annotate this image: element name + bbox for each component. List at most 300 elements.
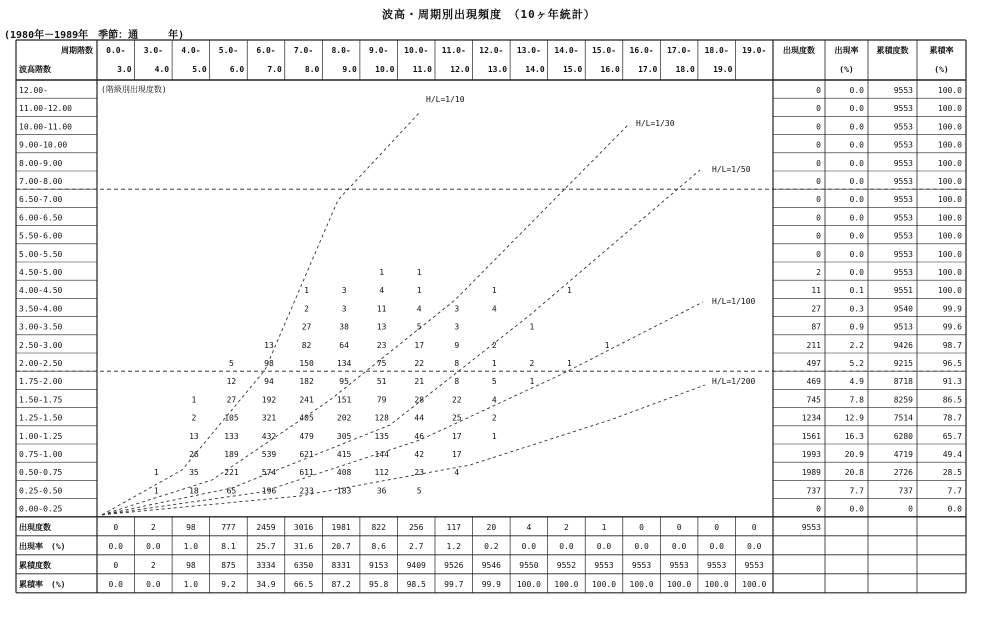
wave-height-class-label: 6.00-6.50	[19, 213, 63, 223]
footer-cell: 100.0	[667, 579, 692, 589]
steepness-label: H/L=1/30	[636, 119, 675, 128]
stat-cell: 0	[816, 122, 821, 132]
footer-cell: 875	[221, 560, 236, 570]
period-to-label: 19.0	[713, 65, 733, 74]
footer-cell: 0.0	[596, 541, 612, 551]
wave-height-class-label: 3.00-3.50	[19, 322, 63, 332]
period-to-label: 5.0	[192, 65, 207, 74]
frequency-cell: 621	[299, 450, 314, 459]
stat-cell: 0	[816, 504, 821, 514]
frequency-cell: 3	[341, 304, 347, 314]
frequency-cell: 151	[336, 395, 352, 405]
period-to-label: 9.0	[342, 65, 357, 74]
footer-cell: 0.0	[108, 541, 124, 551]
period-to-label: 10.0	[375, 65, 395, 74]
stat-cell: 9553	[893, 86, 913, 95]
frequency-cell: 22	[414, 359, 425, 368]
wave-height-class-label: 4.50-5.00	[19, 268, 63, 277]
stat-cell: 0.0	[849, 104, 864, 114]
stat-cell: 20.9	[844, 450, 864, 459]
period-season-caption: (1980年－1989年 季節：通 年)	[4, 30, 185, 41]
stat-cell: 91.3	[942, 377, 962, 387]
frequency-cell: 183	[336, 486, 352, 496]
period-from-label: 12.0-	[479, 46, 504, 55]
frequency-cell: 134	[336, 359, 352, 368]
footer-cell: 100.0	[742, 579, 767, 589]
frequency-cell: 415	[336, 450, 352, 459]
stat-cell: 100.0	[937, 122, 962, 132]
footer-cell: 9552	[556, 560, 577, 570]
stat-cell: 99.9	[942, 304, 962, 314]
wave-height-class-label: 8.00-9.00	[19, 158, 63, 168]
stat-cell: 0.0	[849, 249, 864, 259]
footer-cell: 9546	[481, 560, 501, 570]
wave-height-class-label: 3.50-4.00	[19, 304, 63, 314]
stat-cell: 9553	[893, 140, 913, 150]
wave-height-class-label: 4.00-4.50	[19, 286, 63, 296]
frequency-cell: 221	[224, 468, 239, 478]
frequency-cell: 2	[491, 413, 497, 423]
stat-cell: 7.7	[849, 486, 864, 496]
stat-cell: 0	[816, 249, 821, 259]
footer-cell: 31.6	[293, 541, 314, 551]
stat-cell: 7514	[893, 413, 913, 423]
frequency-cell: 51	[376, 377, 387, 387]
period-from-label: 17.0-	[667, 46, 692, 55]
steepness-label: H/L=1/100	[712, 297, 756, 306]
steepness-curve	[102, 302, 703, 515]
frequency-cell: 408	[336, 468, 352, 478]
frequency-cell: 105	[224, 413, 239, 423]
steepness-label: H/L=1/10	[426, 95, 465, 104]
stat-cell: 9553	[893, 268, 913, 277]
period-to-label: 4.0	[154, 65, 170, 74]
frequency-cell: 5	[416, 486, 422, 496]
footer-cell: 0	[676, 522, 682, 532]
stat-cell: 5.2	[849, 359, 864, 368]
footer-cell: 2	[150, 522, 156, 532]
wave-height-class-label: 10.00-11.00	[19, 122, 72, 132]
footer-cell: 0.0	[709, 541, 724, 551]
frequency-cell: 539	[261, 450, 277, 459]
footer-cell: 0.0	[108, 579, 124, 589]
footer-cell: 822	[371, 522, 386, 532]
footer-cell: 100.0	[516, 579, 541, 589]
wave-height-class-label: 0.75-1.00	[19, 450, 63, 459]
period-from-label: 8.0-	[331, 46, 351, 55]
period-to-label: 8.0	[304, 65, 320, 74]
stat-cell: 6280	[893, 431, 913, 441]
stat-cell: 2726	[893, 468, 913, 478]
frequency-cell: 27	[301, 322, 312, 332]
footer-cell: 9153	[369, 560, 389, 570]
footer-cell: 100.0	[629, 579, 654, 589]
frequency-cell: 574	[261, 468, 277, 478]
footer-cell: 2	[150, 560, 156, 570]
stat-cell: 0.0	[849, 158, 864, 168]
stat-header-label: 出現率	[834, 46, 859, 55]
wave-height-class-label: 12.00-	[19, 86, 48, 95]
frequency-cell: 321	[261, 413, 277, 423]
frequency-cell: 21	[414, 377, 425, 387]
frequency-cell: 95	[339, 377, 349, 387]
footer-cell: 2.7	[408, 541, 424, 551]
wave-height-class-label: 0.50-0.75	[19, 468, 63, 478]
frequency-cell: 2	[191, 413, 197, 423]
frequency-cell: 305	[336, 431, 352, 441]
stat-cell: 9553	[893, 249, 913, 259]
stat-cell: 9551	[893, 286, 913, 296]
footer-cell: 98	[186, 560, 196, 570]
footer-cell: 0.2	[484, 541, 499, 551]
stat-cell: 4.9	[849, 377, 864, 387]
footer-cell: 99.9	[481, 579, 501, 589]
frequency-cell: 2	[491, 340, 497, 350]
frequency-cell: 432	[261, 431, 277, 441]
frequency-cell: 23	[376, 340, 387, 350]
stat-cell: 497	[806, 359, 821, 368]
stat-cell: 9553	[893, 195, 913, 205]
steepness-curve	[102, 125, 628, 515]
frequency-cell: 98	[264, 359, 274, 368]
frequency-cell: 2	[529, 359, 535, 368]
stat-header-label: 出現度数	[783, 46, 815, 55]
stat-header-label: 累積度数	[876, 46, 909, 55]
frequency-cell: 3	[454, 304, 460, 314]
wave-height-class-label: 9.00-10.00	[19, 140, 68, 150]
period-from-label: 10.0-	[404, 46, 429, 55]
frequency-cell: 128	[374, 413, 389, 423]
stat-cell: 2	[816, 268, 821, 277]
footer-cell: 9550	[519, 560, 539, 570]
frequency-cell: 1	[153, 468, 159, 478]
frequency-cell: 46	[414, 431, 425, 441]
frequency-cell: 44	[414, 413, 425, 423]
frequency-cell: 202	[336, 413, 352, 423]
stat-cell: 49.4	[942, 450, 962, 459]
footer-cell: 0.0	[521, 541, 537, 551]
frequency-cell: 1	[491, 359, 497, 368]
stat-cell: 1989	[801, 468, 821, 478]
period-from-label: 6.0-	[256, 46, 276, 55]
frequency-cell: 4	[454, 468, 460, 478]
footer-cell: 256	[408, 522, 424, 532]
stat-cell: 0.9	[849, 322, 864, 332]
frequency-cell: 11	[376, 304, 387, 314]
frequency-cell: 2	[304, 304, 309, 314]
footer-cell: 98.5	[406, 579, 426, 589]
stat-cell: 0.0	[849, 122, 864, 132]
footer-cell: 3334	[256, 560, 276, 570]
footer-cell: 6350	[293, 560, 314, 570]
frequency-cell: 79	[376, 395, 387, 405]
footer-cell: 2459	[256, 522, 276, 532]
footer-row-label: 累積度数	[19, 560, 51, 570]
frequency-cell: 8	[454, 359, 460, 368]
steepness-label: H/L=1/200	[712, 377, 756, 386]
frequency-cell: 26	[189, 450, 199, 459]
wave-height-class-label: 1.00-1.25	[19, 431, 63, 441]
frequency-cell: 3	[341, 286, 347, 296]
footer-cell: 0	[751, 522, 757, 532]
frequency-cell: 17	[451, 450, 462, 459]
footer-cell: 66.5	[293, 579, 314, 589]
footer-cell: 98	[186, 522, 196, 532]
wave-height-class-label: 0.25-0.50	[19, 486, 63, 496]
stat-cell: 9426	[893, 340, 913, 350]
wave-height-class-label: 2.00-2.50	[19, 359, 63, 368]
stat-cell: 100.0	[937, 177, 962, 186]
period-from-label: 9.0-	[369, 46, 389, 55]
period-from-label: 14.0-	[554, 46, 579, 55]
footer-cell: 34.9	[256, 579, 276, 589]
frequency-cell: 1	[153, 486, 159, 496]
frequency-cell: 5	[229, 359, 234, 368]
frequency-cell: 4	[491, 304, 497, 314]
frequency-cell: 82	[301, 340, 312, 350]
footer-cell: 2	[564, 522, 569, 532]
footer-total: 9553	[801, 522, 821, 532]
frequency-cell: 196	[261, 486, 277, 496]
stat-cell: 737	[898, 486, 913, 496]
frequency-cell: 65	[226, 486, 237, 496]
stat-header-unit: (%)	[839, 65, 854, 74]
stat-cell: 2.2	[849, 340, 864, 350]
footer-row-label: 出現度数	[19, 522, 51, 532]
frequency-cell: 233	[299, 486, 314, 496]
frequency-cell: 1	[567, 359, 572, 368]
stat-cell: 98.7	[942, 340, 962, 350]
stat-cell: 0.1	[849, 286, 864, 296]
footer-cell: 95.8	[369, 579, 389, 589]
frequency-cell: 144	[374, 450, 389, 459]
stat-cell: 7.7	[947, 486, 962, 496]
frequency-cell: 479	[299, 431, 314, 441]
period-to-label: 11.0	[412, 65, 432, 74]
period-from-label: 11.0-	[441, 46, 466, 55]
frequency-cell: 13	[376, 322, 387, 332]
frequency-cell: 1	[191, 395, 197, 405]
frequency-cell: 182	[299, 377, 314, 387]
period-to-label: 6.0	[229, 65, 245, 74]
stat-cell: 9513	[893, 322, 913, 332]
stat-cell: 0	[816, 177, 821, 186]
stat-cell: 100.0	[937, 213, 962, 223]
stat-cell: 86.5	[942, 395, 962, 405]
frequency-cell: 4	[416, 304, 422, 314]
frequency-cell: 94	[264, 377, 274, 387]
stat-cell: 96.5	[942, 359, 962, 368]
stat-cell: 100.0	[937, 268, 962, 277]
footer-cell: 0.0	[671, 541, 687, 551]
corner-height-label: 波高階数	[19, 65, 51, 74]
stat-cell: 0.0	[849, 140, 864, 150]
stat-cell: 0.0	[849, 504, 864, 514]
page-title: 波高・周期別出現頻度 （10ヶ年統計）	[382, 8, 596, 21]
footer-cell: 100.0	[554, 579, 579, 589]
frequency-cell: 25	[451, 413, 462, 423]
frequency-cell: 42	[414, 450, 425, 459]
footer-cell: 8331	[331, 560, 351, 570]
frequency-cell: 35	[189, 468, 199, 478]
stat-cell: 100.0	[937, 86, 962, 95]
stat-cell: 100.0	[937, 286, 962, 296]
frequency-cell: 38	[339, 322, 349, 332]
stat-cell: 11	[811, 286, 821, 296]
stat-cell: 7.8	[849, 395, 864, 405]
frequency-cell: 1	[416, 268, 422, 277]
stat-cell: 745	[806, 395, 821, 405]
period-from-label: 18.0-	[704, 46, 729, 55]
period-from-label: 15.0-	[591, 46, 617, 55]
period-from-label: 16.0-	[629, 46, 654, 55]
stat-cell: 100.0	[937, 195, 962, 205]
footer-cell: 100.0	[704, 579, 729, 589]
frequency-cell: 133	[224, 431, 239, 441]
frequency-cell: 192	[261, 395, 277, 405]
footer-cell: 0.0	[146, 579, 161, 589]
table-note: (階級別出現度数)	[101, 85, 167, 94]
frequency-cell: 611	[299, 468, 314, 478]
stat-cell: 65.7	[942, 431, 962, 441]
stat-cell: 1234	[801, 413, 821, 423]
wave-height-class-label: 1.75-2.00	[19, 377, 63, 387]
stat-cell: 0	[816, 86, 821, 95]
wave-height-class-label: 5.00-5.50	[19, 249, 63, 259]
frequency-cell: 13	[189, 431, 199, 441]
frequency-cell: 1	[529, 377, 535, 387]
footer-cell: 1	[601, 522, 607, 532]
footer-cell: 87.2	[331, 579, 351, 589]
period-from-label: 13.0-	[516, 46, 541, 55]
footer-cell: 9553	[594, 560, 614, 570]
footer-cell: 4	[526, 522, 532, 532]
stat-cell: 0.0	[849, 195, 864, 205]
footer-cell: 9.2	[221, 579, 236, 589]
stat-cell: 9553	[893, 213, 913, 223]
footer-cell: 0.0	[146, 541, 161, 551]
stat-cell: 0.0	[849, 86, 864, 95]
stat-cell: 0.0	[849, 213, 864, 223]
stat-cell: 100.0	[937, 104, 962, 114]
wave-height-class-label: 11.00-12.00	[19, 104, 72, 114]
footer-cell: 0	[714, 522, 720, 532]
frequency-cell: 150	[299, 359, 314, 368]
wave-height-class-label: 2.50-3.00	[19, 340, 63, 350]
stat-cell: 211	[806, 340, 821, 350]
frequency-cell: 36	[376, 486, 387, 496]
stat-header-unit: (%)	[934, 65, 949, 74]
wave-height-class-label: 7.00-8.00	[19, 177, 63, 186]
footer-cell: 0	[113, 560, 119, 570]
footer-cell: 777	[221, 522, 236, 532]
period-to-label: 15.0	[562, 65, 583, 74]
stat-cell: 1993	[801, 450, 821, 459]
footer-cell: 100.0	[591, 579, 617, 589]
stat-cell: 0	[816, 140, 821, 150]
period-to-label: 16.0	[600, 65, 620, 74]
frequency-cell: 28	[414, 395, 425, 405]
stat-cell: 9553	[893, 122, 913, 132]
stat-cell: 8718	[893, 377, 913, 387]
stat-cell: 78.7	[942, 413, 962, 423]
frequency-cell: 5	[491, 377, 497, 387]
footer-cell: 8.1	[221, 541, 236, 551]
stat-cell: 9553	[893, 158, 913, 168]
wave-height-class-label: 6.50-7.00	[19, 195, 63, 205]
wave-height-class-label: 0.00-0.25	[19, 504, 63, 514]
period-to-label: 18.0	[675, 65, 695, 74]
frequency-cell: 189	[224, 450, 239, 459]
stat-cell: 0.0	[849, 268, 864, 277]
footer-cell: 9409	[406, 560, 426, 570]
period-to-label: 12.0	[450, 65, 470, 74]
footer-cell: 9526	[444, 560, 464, 570]
footer-cell: 20.7	[331, 541, 351, 551]
frequency-cell: 5	[416, 322, 422, 332]
frequency-cell: 17	[451, 431, 462, 441]
frequency-cell: 18	[189, 486, 199, 496]
period-from-label: 7.0-	[293, 46, 314, 55]
stat-cell: 737	[806, 486, 821, 496]
footer-cell: 0.0	[634, 541, 649, 551]
footer-row-label: 出現率 (%)	[19, 541, 66, 551]
footer-cell: 117	[446, 522, 462, 532]
frequency-cell: 1	[491, 286, 497, 296]
footer-cell: 0.0	[559, 541, 574, 551]
period-to-label: 3.0	[117, 65, 132, 74]
frequency-cell: 1	[416, 286, 422, 296]
stat-cell: 469	[806, 377, 821, 387]
frequency-cell: 8	[454, 377, 460, 387]
stat-cell: 0.0	[947, 504, 962, 514]
stat-cell: 100.0	[937, 249, 962, 259]
steepness-label: H/L=1/50	[712, 165, 751, 174]
stat-cell: 9553	[893, 177, 913, 186]
frequency-cell: 75	[376, 359, 387, 368]
footer-cell: 0.0	[746, 541, 762, 551]
wave-height-class-label: 1.25-1.50	[19, 413, 63, 423]
frequency-cell: 1	[491, 431, 497, 441]
wave-height-class-label: 5.50-6.00	[19, 231, 63, 241]
frequency-cell: 112	[374, 468, 389, 478]
stat-cell: 0	[816, 231, 821, 241]
footer-cell: 8.6	[371, 541, 386, 551]
stat-cell: 0.3	[849, 304, 864, 314]
stat-cell: 28.5	[942, 468, 962, 478]
frequency-cell: 405	[299, 413, 314, 423]
stat-cell: 0	[908, 504, 913, 514]
frequency-cell: 17	[414, 340, 425, 350]
stat-cell: 0.0	[849, 231, 864, 241]
frequency-cell: 23	[414, 468, 425, 478]
frequency-cell: 1	[529, 322, 535, 332]
frequency-cell: 22	[451, 395, 462, 405]
stat-cell: 9215	[893, 359, 913, 368]
stat-cell: 12.9	[844, 413, 864, 423]
footer-cell: 1981	[331, 522, 351, 532]
frequency-cell: 13	[264, 340, 274, 350]
frequency-cell: 1	[304, 286, 309, 296]
footer-cell: 1.0	[183, 579, 199, 589]
stat-cell: 8259	[893, 395, 913, 405]
footer-row-label: 累積率 (%)	[19, 579, 66, 589]
stat-cell: 99.6	[942, 322, 962, 332]
footer-cell: 20	[486, 522, 497, 532]
stat-cell: 0	[816, 213, 821, 223]
stat-cell: 9553	[893, 104, 913, 114]
frequency-cell: 9	[454, 340, 460, 350]
